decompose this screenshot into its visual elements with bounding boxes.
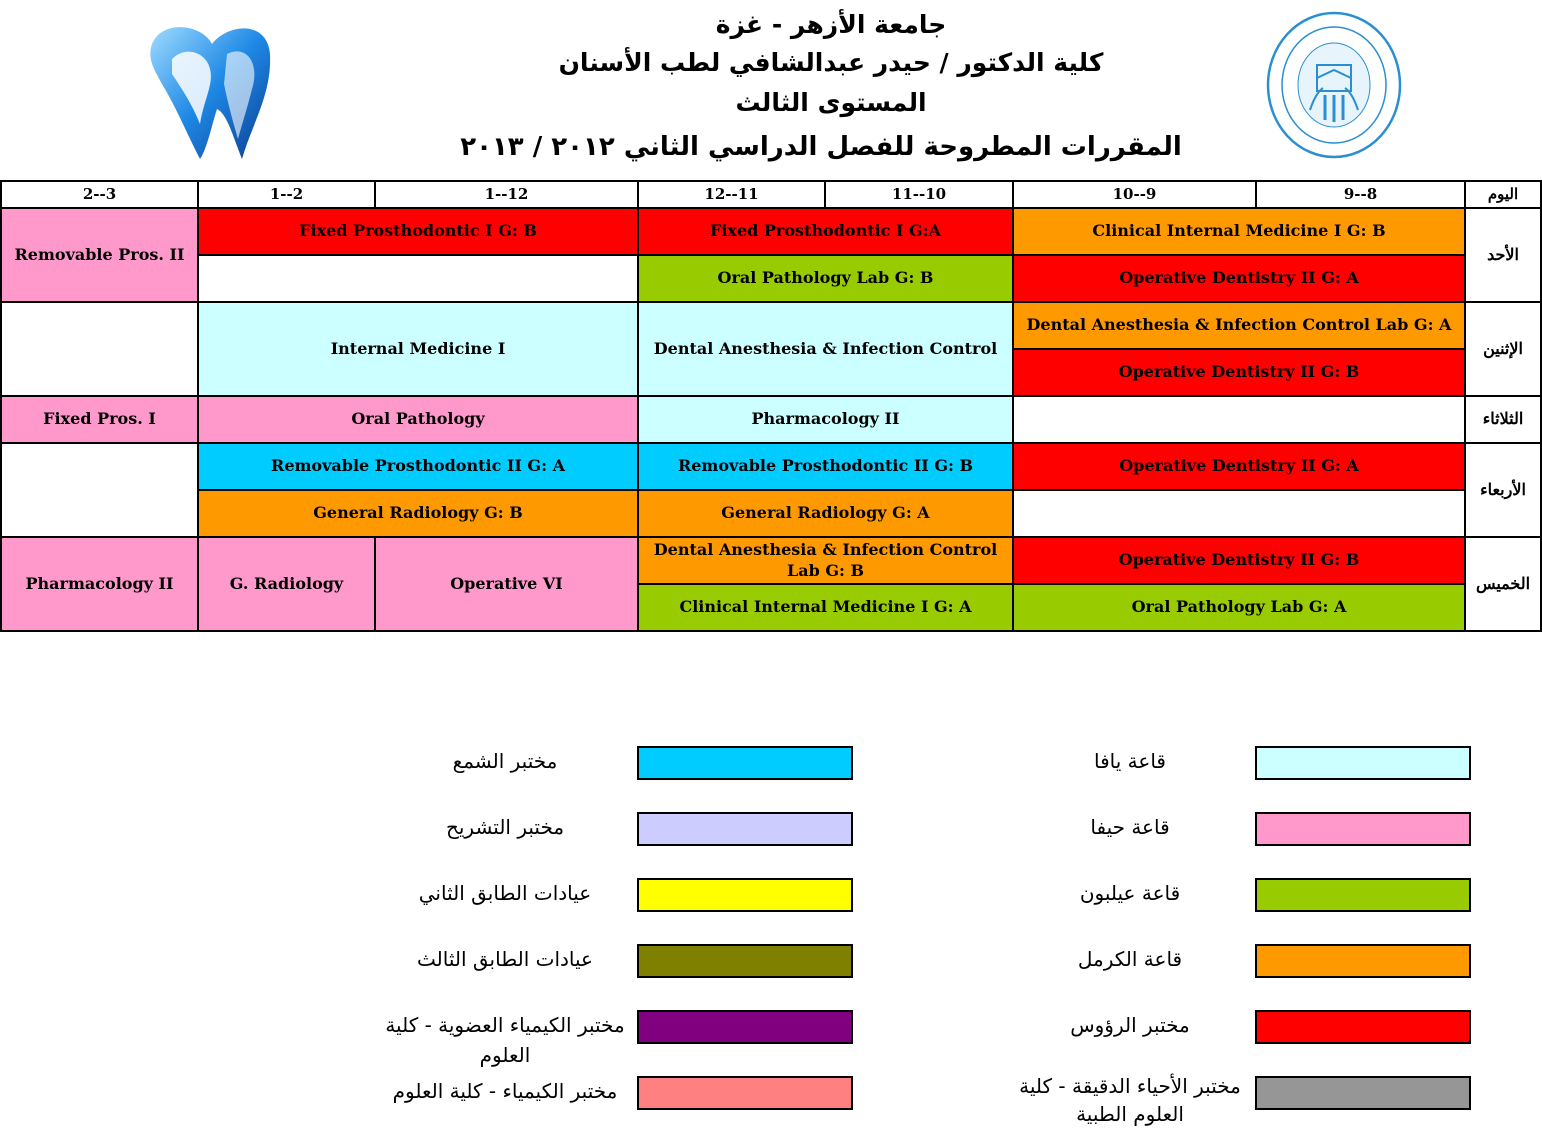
legend-swatch — [637, 1076, 853, 1110]
university-name: جامعة الأزهر - غزة — [715, 10, 947, 39]
cell-tue-noon: Oral Pathology — [198, 396, 638, 443]
table-row — [1, 490, 1541, 537]
cell-thu-a-mid: Dental Anesthesia & Infection Control Lab G: B — [638, 537, 1013, 584]
col-2-3: 2--3 — [1, 181, 198, 208]
cell-thu-2-3: Pharmacology II — [1, 537, 198, 631]
legend-label: مختبر الشمع — [452, 749, 558, 773]
university-seal — [1265, 10, 1403, 160]
day-wednesday: الأربعاء — [1465, 443, 1541, 537]
legend-label: مختبر الكيمياء العضوية - كلية العلوم — [385, 1013, 625, 1067]
cell-wed-a-mid: Removable Prosthodontic II G: B — [638, 443, 1013, 490]
cell-sun-b-morning: Operative Dentistry II G: A — [1013, 255, 1465, 302]
cell-wed-b-mid: General Radiology G: A — [638, 490, 1013, 537]
cell-tue-morning — [1013, 396, 1465, 443]
legend-swatch — [1255, 878, 1471, 912]
table-row — [1, 443, 1541, 490]
cell-mon-2-3 — [1, 302, 198, 396]
legend-swatch — [1255, 1076, 1471, 1110]
day-tuesday: الثلاثاء — [1465, 396, 1541, 443]
cell-tue-mid: Pharmacology II — [638, 396, 1013, 443]
day-thursday: الخميس — [1465, 537, 1541, 631]
cell-tue-2-3: Fixed Pros. I — [1, 396, 198, 443]
schedule-title: المقررات المطروحة للفصل الدراسي الثاني ٢٠١٢ / ٢٠١٣ — [460, 132, 1182, 162]
day-monday: الإثنين — [1465, 302, 1541, 396]
legend-label: مختبر التشريح — [445, 815, 565, 839]
cell-sun-a-noon: Fixed Prosthodontic I G: B — [198, 208, 638, 255]
cell-mon-a-morning: Dental Anesthesia & Infection Control Lab G: A — [1013, 302, 1465, 349]
legend-swatch — [1255, 812, 1471, 846]
table-row — [1, 302, 1541, 349]
col-day: اليوم — [1465, 181, 1541, 208]
legend-label: قاعة عيلبون — [1079, 881, 1181, 905]
table-row — [1, 537, 1541, 584]
legend-swatch — [637, 944, 853, 978]
legend-label: قاعة الكرمل — [1077, 947, 1183, 971]
cell-thu-1-2: G. Radiology — [198, 537, 375, 631]
col-8-9: 9--8 — [1256, 181, 1465, 208]
cell-wed-b-noon: General Radiology G: B — [198, 490, 638, 537]
cell-thu-b-morning: Oral Pathology Lab G: A — [1013, 584, 1465, 631]
cell-sun-b-mid: Oral Pathology Lab G: B — [638, 255, 1013, 302]
cell-wed-b-morning — [1013, 490, 1465, 537]
header-row — [1, 181, 1541, 208]
cell-sun-a-morning: Clinical Internal Medicine I G: B — [1013, 208, 1465, 255]
legend-swatch — [1255, 944, 1471, 978]
legend-label: مختبر الأحياء الدقيقة - كلية العلوم الطبية — [1019, 1074, 1241, 1126]
col-1-2: 1--2 — [198, 181, 375, 208]
cell-thu-b-mid: Clinical Internal Medicine I G: A — [638, 584, 1013, 631]
legend-swatch — [1255, 746, 1471, 780]
table-row — [1, 208, 1541, 255]
cell-mon-noon: Internal Medicine I — [198, 302, 638, 396]
level-title: المستوى الثالث — [735, 88, 927, 117]
cell-wed-2-3 — [1, 443, 198, 537]
faculty-name: كلية الدكتور / حيدر عبدالشافي لطب الأسنان — [558, 48, 1104, 77]
legend-swatch — [637, 812, 853, 846]
cell-sun-b-noon — [198, 255, 638, 302]
cell-sun-2-3: Removable Pros. II — [1, 208, 198, 302]
legend-label: مختبر الكيمياء - كلية العلوم — [392, 1079, 618, 1103]
col-11-12: 12--11 — [638, 181, 825, 208]
cell-thu-12-1: Operative VI — [375, 537, 638, 631]
col-12-1: 1--12 — [375, 181, 638, 208]
legend-label: قاعة حيفا — [1090, 815, 1170, 839]
cell-mon-b-morning: Operative Dentistry II G: B — [1013, 349, 1465, 396]
col-10-11: 11--10 — [825, 181, 1013, 208]
cell-wed-a-noon: Removable Prosthodontic II G: A — [198, 443, 638, 490]
dental-logo — [132, 14, 277, 164]
cell-sun-a-mid: Fixed Prosthodontic I G:A — [638, 208, 1013, 255]
legend-label: قاعة يافا — [1094, 749, 1166, 773]
legend-label: عيادات الطابق الثالث — [417, 947, 593, 971]
legend-label: عيادات الطابق الثاني — [418, 881, 592, 905]
col-9-10: 10--9 — [1013, 181, 1256, 208]
legend-swatch — [637, 1010, 853, 1044]
legend-label: مختبر الرؤوس — [1070, 1013, 1190, 1037]
cell-mon-mid: Dental Anesthesia & Infection Control — [638, 302, 1013, 396]
legend-swatch — [1255, 1010, 1471, 1044]
schedule-table — [0, 180, 1542, 632]
legend-swatch — [637, 746, 853, 780]
cell-wed-a-morning: Operative Dentistry II G: A — [1013, 443, 1465, 490]
legend-swatch — [637, 878, 853, 912]
table-row — [1, 255, 1541, 302]
day-sunday: الأحد — [1465, 208, 1541, 302]
cell-thu-a-morning: Operative Dentistry II G: B — [1013, 537, 1465, 584]
